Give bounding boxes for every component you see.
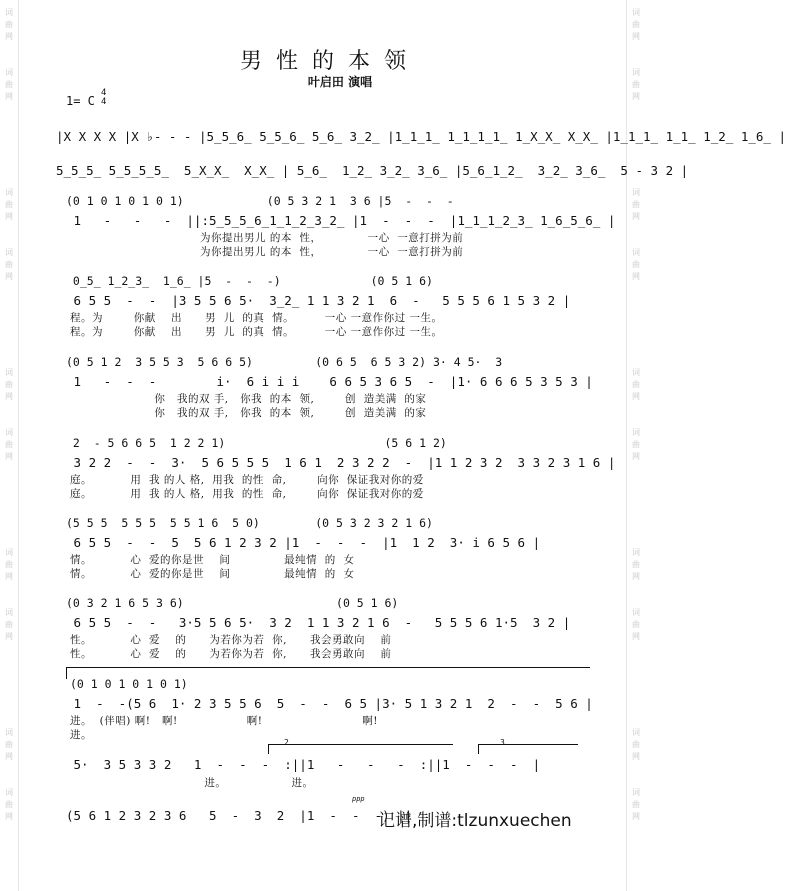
watermark-glyph: 词 — [5, 548, 13, 557]
watermark-glyph: 网 — [5, 812, 13, 821]
volta-2-number: 2 — [284, 738, 289, 747]
watermark-glyph: 曲 — [5, 800, 13, 809]
watermark-glyph: 曲 — [5, 260, 13, 269]
watermark-glyph: 曲 — [5, 440, 13, 449]
watermark-glyph: 网 — [5, 452, 13, 461]
watermark-glyph: 曲 — [5, 20, 13, 29]
watermark-glyph: 网 — [632, 452, 640, 461]
watermark-glyph: 网 — [632, 632, 640, 641]
watermark-glyph: 词 — [5, 188, 13, 197]
watermark-glyph: 网 — [5, 212, 13, 221]
watermark-glyph: 词 — [5, 368, 13, 377]
watermark-glyph: 网 — [632, 32, 640, 41]
watermark-glyph: 曲 — [632, 80, 640, 89]
time-signature-bottom: 4 — [101, 97, 107, 107]
watermark-glyph: 网 — [5, 632, 13, 641]
volta-2-bracket — [268, 744, 453, 745]
score-line-3: 1 - - - ||:5̲5̲5̲6̲1̲1̲2̲3̲2̲ |1 - - - |1̲1̲1̲2̲3̲ 1̲6̲5̲6̲ | — [66, 213, 616, 228]
watermark-glyph: 曲 — [632, 800, 640, 809]
score-upper-8: (0 3 2 1 6 5 3 6) (0 5 1 6) — [66, 596, 399, 610]
lyric-9b: 进。 — [70, 729, 92, 741]
watermark-glyph: 曲 — [632, 260, 640, 269]
score-upper-4: 0̲5̲ 1̲2̲3̲ 1̲6̲ |5 - - -) (0 5 1 6) — [66, 274, 433, 288]
score-line-10: 5· 3 5 3 3 2 1 - - - :||1 - - - :||1 - - - | — [66, 757, 541, 772]
watermark-glyph: 曲 — [632, 380, 640, 389]
watermark-glyph: 曲 — [5, 380, 13, 389]
volta-3-hook — [478, 744, 479, 754]
lyric-8b: 性。 心 爱 的 为若你为若 你, 我会勇敢向 前 — [70, 648, 392, 660]
watermark-glyph: 词 — [5, 8, 13, 17]
singer-credit: 叶启田 演唱 — [307, 75, 373, 89]
watermark-glyph: 曲 — [5, 200, 13, 209]
score-line-5: 1 - - - i· 6 i i i 6 6 5 3 6 5 - |1· 6 6 6 5 3 5 3 | — [66, 374, 593, 389]
watermark-glyph: 网 — [5, 272, 13, 281]
lyric-6a: 庭。 用 我 的人 格, 用我 的性 命, 向你 保证我对你的爱 — [70, 474, 424, 486]
watermark-glyph: 词 — [5, 608, 13, 617]
volta-3-bracket — [478, 744, 578, 745]
watermark-glyph: 曲 — [632, 740, 640, 749]
watermark-glyph: 词 — [5, 248, 13, 257]
watermark-glyph: 词 — [632, 368, 640, 377]
watermark-glyph: 词 — [632, 608, 640, 617]
watermark-glyph: 词 — [632, 428, 640, 437]
time-signature — [101, 89, 106, 107]
watermark-glyph: 网 — [632, 392, 640, 401]
score-line-4: 6 5 5 - - |3 5 5 6 5· 3̲2̲ 1 1 3 2 1 6 - 5 5 5 6 1 5 3 2 | — [66, 293, 571, 308]
score-line-2: 5̲5̲5̲ 5̲5̲5̲5̲ 5̲X̲X̲ X̲X̲ | 5̲6̲ 1̲2̲ 3̲2̲ 3̲6̲ |5̲6̲1̲2̲ 3̲2̲ 3̲6̲ 5 - 3 2 | — [56, 163, 689, 178]
watermark-glyph: 词 — [632, 188, 640, 197]
score-upper-7: (5 5 5 5 5 5 5 5 1 6 5 0) (0 5 3 2 3 2 1 6) — [66, 516, 433, 530]
lyric-5a: 你 我的双 手, 你我 的本 领, 创 造美满 的家 — [70, 393, 427, 405]
watermark-glyph: 网 — [5, 572, 13, 581]
watermark-glyph: 网 — [5, 32, 13, 41]
score-line-8: 6 5 5 - - 3·5 5 6 5· 3 2 1 1 3 2 1 6 - 5 5 5 6 1·5 3 2 | — [66, 615, 571, 630]
lyric-5b: 你 我的双 手, 你我 的本 领, 创 造美满 的家 — [70, 407, 427, 419]
watermark-glyph: 曲 — [5, 740, 13, 749]
watermark-glyph: 网 — [5, 752, 13, 761]
score-upper-9: (0 1 0 1 0 1 0 1) — [70, 677, 188, 691]
watermark-glyph: 曲 — [5, 560, 13, 569]
volta-3-number: 3 — [500, 738, 505, 747]
lyric-3a: 为你提出男儿 的本 性， 一心 一意打拼为前 — [200, 232, 464, 244]
lyric-10a: 进。 进。 — [70, 777, 314, 789]
watermark-glyph: 曲 — [632, 560, 640, 569]
watermark-glyph: 曲 — [5, 620, 13, 629]
watermark-glyph: 词 — [632, 68, 640, 77]
watermark-glyph: 曲 — [632, 200, 640, 209]
song-title: 男性的本领 — [239, 49, 420, 74]
watermark-glyph: 词 — [5, 68, 13, 77]
volta-2-hook — [268, 744, 269, 754]
volta-1-bracket — [66, 667, 590, 668]
score-upper-3: (0 1 0 1 0 1 0 1) (0 5 3 2 1 3 6 |5 - - - — [66, 194, 454, 208]
volta-1-hook — [66, 667, 67, 679]
score-line-1: |X X X X |X ♭- - - |5̲5̲6̲ 5̲5̲6̲ 5̲6̲ 3̲2̲ |1̲1̲1̲ 1̲1̲1̲1̲ 1̲X̲X̲ X̲X̲ |1̲1̲1̲ 1̲1̲ 1̲2̲ 1̲6̲ | — [56, 129, 786, 144]
watermark-glyph: 词 — [632, 8, 640, 17]
score-upper-6: 2 - 5 6 6 5 1 2 2 1) (5 6 1 2) — [66, 436, 447, 450]
watermark-glyph: 曲 — [5, 80, 13, 89]
watermark-glyph: 词 — [632, 548, 640, 557]
lyric-8a: 性。 心 爱 的 为若你为若 你, 我会勇敢向 前 — [70, 634, 392, 646]
score-line-11: (5 6 1 2 3 2 3 6 5 - 3 2 |1 - - -) || — [66, 808, 413, 823]
watermark-glyph: 词 — [5, 728, 13, 737]
watermark-glyph: 词 — [632, 788, 640, 797]
watermark-glyph: 词 — [5, 788, 13, 797]
watermark-glyph: 曲 — [632, 20, 640, 29]
watermark-glyph: 网 — [632, 272, 640, 281]
watermark-glyph: 词 — [632, 248, 640, 257]
lyric-6b: 庭。 用 我 的人 格, 用我 的性 命, 向你 保证我对你的爱 — [70, 488, 424, 500]
watermark-glyph: 词 — [632, 728, 640, 737]
lyric-9a: 进。 (伴唱) 啊! 啊! 啊! 啊! — [70, 715, 378, 727]
watermark-glyph: 网 — [632, 92, 640, 101]
watermark-glyph: 曲 — [632, 440, 640, 449]
score-line-7: 6 5 5 - - 5 5 6 1 2 3 2 |1 - - - |1 1 2 3· i 6 5 6 | — [66, 535, 541, 550]
score-line-9: 1 - -(5 6 1· 2 3 5 5 6 5 - - 6 5 |3· 5 1 3 2 1 2 - - 5 6 | — [66, 696, 593, 711]
watermark-glyph: 网 — [632, 572, 640, 581]
watermark-glyph: 网 — [632, 752, 640, 761]
lyric-3b: 为你提出男儿 的本 性， 一心 一意打拼为前 — [200, 246, 464, 258]
watermark-glyph: 曲 — [632, 620, 640, 629]
watermark-glyph: 网 — [632, 812, 640, 821]
watermark-glyph: 网 — [5, 392, 13, 401]
score-line-6: 3 2 2 - - 3· 5 6 5 5 5 1 6 1 2 3 2 2 - |1 1 2 3 2 3 3 2 3 1 6 | — [66, 455, 616, 470]
watermark-glyph: 词 — [5, 428, 13, 437]
time-signature-top: 4 — [101, 88, 107, 98]
watermark-glyph: 网 — [632, 212, 640, 221]
lyric-7a: 情。 心 爱的你是世 间 最纯情 的 女 — [70, 554, 355, 566]
watermark-glyph: 网 — [5, 92, 13, 101]
key-signature: 1= C — [66, 94, 95, 108]
lyric-4b: 程。为 你献 出 男 儿 的真 情。 一心 一意作你过 一生。 — [70, 326, 443, 338]
score-upper-5: (0 5 1 2 3 5 5 3 5 6 6 5) (0 6 5 6 5 3 2) 3· 4 5· 3 — [66, 355, 503, 369]
lyric-7b: 情。 心 爱的你是世 间 最纯情 的 女 — [70, 568, 355, 580]
lyric-4a: 程。为 你献 出 男 儿 的真 情。 一心 一意作你过 一生。 — [70, 312, 443, 324]
dynamic-ppp: ppp — [352, 795, 365, 803]
transcriber-credit: 记谱,制谱:tlzunxuechen — [378, 811, 572, 831]
